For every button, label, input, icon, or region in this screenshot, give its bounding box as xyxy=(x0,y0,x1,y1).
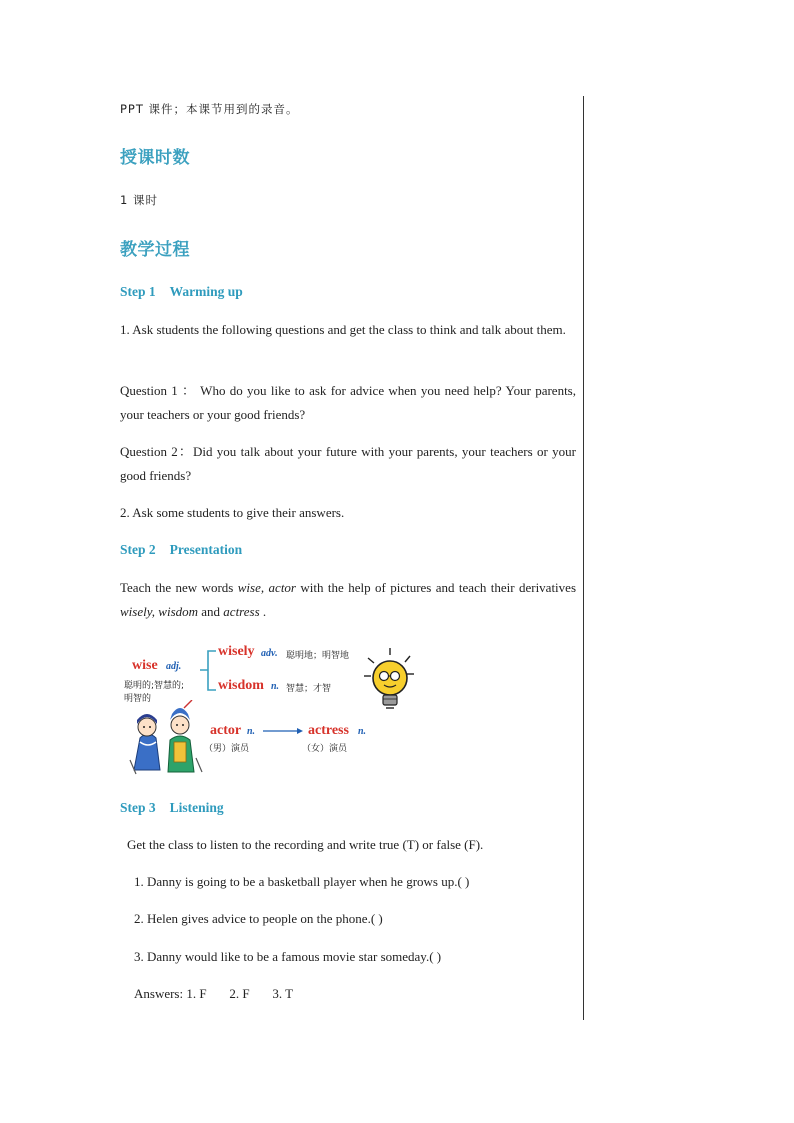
opera-actors-icon xyxy=(126,700,206,778)
step1-question2: Question 2：Did you talk about your future with your parents, your teachers or your good friends? xyxy=(120,444,576,483)
step1-label: Step 1 xyxy=(120,284,156,299)
wisely-pos: adv. xyxy=(261,648,278,659)
brace-icon xyxy=(198,648,220,694)
step1-title: Warming up xyxy=(169,284,243,299)
section-title-process: 教学过程 xyxy=(120,240,190,260)
word-actor: actor xyxy=(210,723,242,738)
step1-question1: Question 1 ： Who do you like to ask for advice when you need help? Your parents, your teachers or your good friends? xyxy=(120,383,576,422)
hours-value: 1 课时 xyxy=(120,193,158,207)
actress-pos: n. xyxy=(358,726,367,737)
step3-heading xyxy=(120,800,224,816)
step2-heading xyxy=(120,542,242,558)
wise-meaning-2: 明智的 xyxy=(124,694,152,704)
wise-pos: adj. xyxy=(166,661,182,672)
arrow-right-icon xyxy=(261,725,307,737)
lightbulb-icon xyxy=(360,646,416,716)
step1-heading xyxy=(120,284,243,300)
section-title-hours: 授课时数 xyxy=(120,148,190,168)
step2-title: Presentation xyxy=(169,542,243,557)
step3-item-3: 3. Danny would like to be a famous movie star someday.( ) xyxy=(134,949,442,964)
word-wise: wise xyxy=(132,658,158,673)
step3-item-2: 2. Helen gives advice to people on the phone.( ) xyxy=(134,911,383,926)
actress-meaning: （女）演员 xyxy=(302,744,348,754)
wisdom-meaning: 智慧；才智 xyxy=(286,684,332,694)
word-wisdom: wisdom xyxy=(218,678,264,693)
wise-meaning-1: 聪明的;智慧的; xyxy=(124,681,185,691)
vocabulary-figure xyxy=(118,638,418,778)
step3-label: Step 3 xyxy=(120,800,156,815)
materials-text: PPT 课件；本课节用到的录音。 xyxy=(120,102,299,116)
actor-pos: n. xyxy=(247,726,256,737)
step3-answers: Answers: 1. F 2. F 3. T xyxy=(134,986,294,1001)
word-wisely: wisely xyxy=(218,644,255,659)
wisely-meaning: 聪明地；明智地 xyxy=(286,651,350,661)
actor-meaning: （男）演员 xyxy=(204,744,250,754)
step3-intro: Get the class to listen to the recording and write true (T) or false (F). xyxy=(127,837,484,852)
step2-text: Teach the new words wise, actor with the help of pictures and teach their derivatives wisely, wisdom and actress . xyxy=(120,580,577,619)
wisdom-pos: n. xyxy=(271,681,280,692)
step3-item-1: 1. Danny is going to be a basketball player when he grows up.( ) xyxy=(134,874,470,889)
step1-item2: 2. Ask some students to give their answers. xyxy=(120,505,345,520)
step1-item1: 1. Ask students the following questions and get the class to think and talk about them. xyxy=(120,322,566,337)
word-actress: actress xyxy=(308,723,349,738)
step3-title: Listening xyxy=(169,800,224,815)
step2-label: Step 2 xyxy=(120,542,156,557)
